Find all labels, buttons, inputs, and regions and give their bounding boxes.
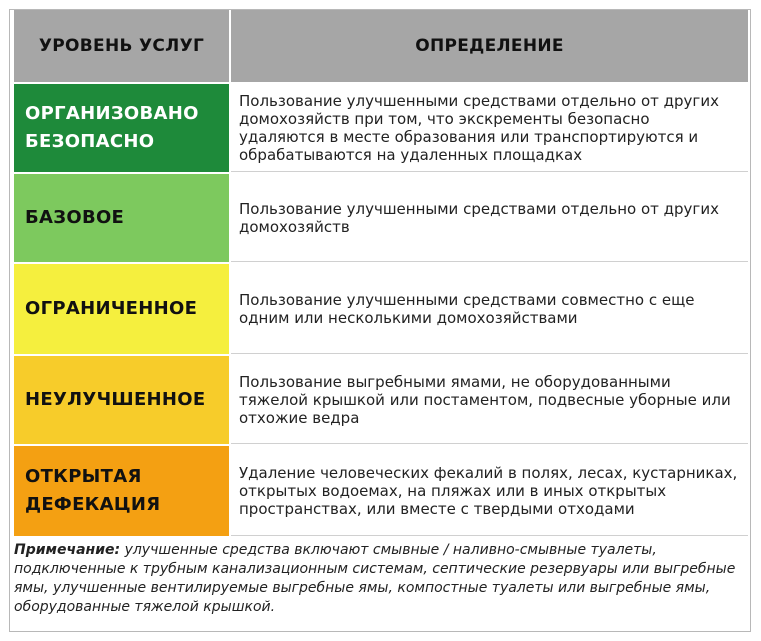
definition-basic: Пользование улучшенными средствами отдельно от других домохозяйств [231, 174, 748, 262]
definition-open-defecation: Удаление человеческих фекалий в полях, лесах, кустарниках, открытых водоемах, на пляжах или в иных открытых пространствах, или вместе с твердыми отходами [231, 446, 748, 536]
note-text: улучшенные средства включают смывные / наливно-смывные туалеты, подключенные к трубным канализационным системам, септические резервуары или выгребные ямы, улучшенные вентилируемые выгребные ямы, компостные туалеты или выгребные ямы, оборудованные тяжелой крышкой. [14, 542, 736, 615]
note-label: Примечание: [14, 542, 121, 558]
definition-unimproved: Пользование выгребными ямами, не оборудованными тяжелой крышкой или постаментом, подвесные уборные или отхожие ведра [231, 356, 748, 444]
level-open-defecation: ОТКРЫТАЯ ДЕФЕКАЦИЯ [14, 446, 229, 536]
level-limited: ОГРАНИЧЕННОЕ [14, 264, 229, 354]
level-unimproved: НЕУЛУЧШЕННОЕ [14, 356, 229, 444]
header-service-level: УРОВЕНЬ УСЛУГ [14, 10, 229, 82]
level-safely-managed: ОРГАНИЗОВАНО БЕЗОПАСНО [14, 84, 229, 172]
table-note [14, 541, 739, 617]
header-definition: ОПРЕДЕЛЕНИЕ [231, 10, 748, 82]
definition-limited: Пользование улучшенными средствами совместно с еще одним или несколькими домохозяйствами [231, 264, 748, 354]
level-basic: БАЗОВОЕ [14, 174, 229, 262]
definition-safely-managed: Пользование улучшенными средствами отдельно от других домохозяйств при том, что экскременты безопасно удаляются в месте образования или транспортируются и обрабатываются на удаленных площадках [231, 84, 748, 172]
